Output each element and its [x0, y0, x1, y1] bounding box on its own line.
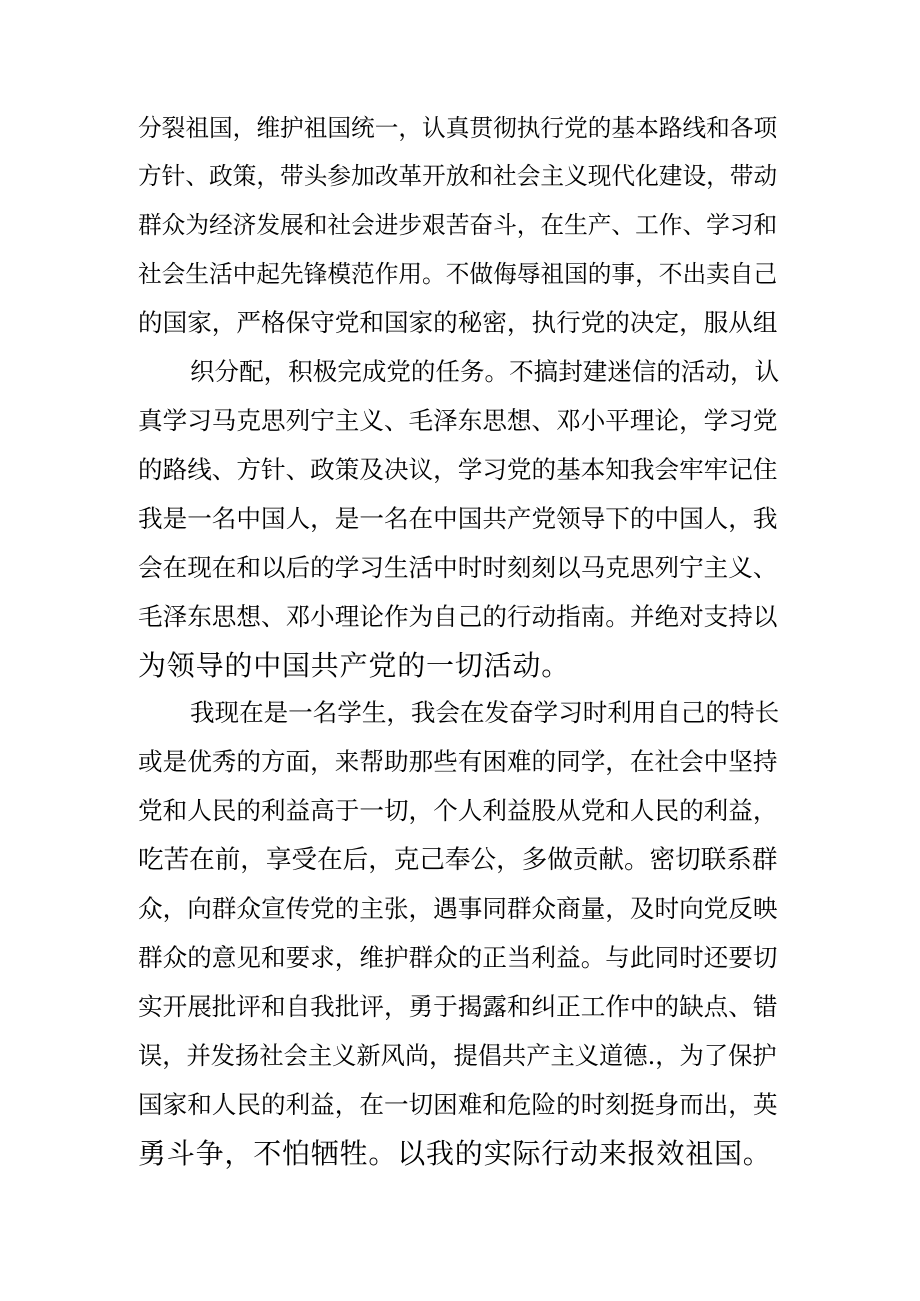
text-line: 分裂祖国，维护祖国统一，认真贯彻执行党的基本路线和各项: [138, 114, 778, 142]
text-line: 社会生活中起先锋模范作用。不做侮辱祖国的事，不出卖自己: [138, 260, 778, 288]
text-line: 国家和人民的利益，在一切困难和危险的时刻挺身而出，英: [138, 1090, 778, 1119]
text-line: 为领导的中国共产党的一切活动。: [138, 649, 571, 682]
text-line: 勇斗争，不怕牺牲。以我的实际行动来报效祖国。: [138, 1137, 772, 1170]
text-line: 织分配，积极完成党的任务。不搞封建迷信的活动，认: [190, 357, 780, 386]
text-line: 党和人民的利益高于一切，个人利益股从党和人民的利益，: [138, 796, 778, 825]
text-line: 群众的意见和要求，维护群众的正当利益。与此同时还要切: [138, 943, 778, 972]
text-line: 毛泽东思想、邓小理论作为自己的行动指南。并绝对支持以: [138, 602, 778, 631]
text-line: 方针、政策，带头参加改革开放和社会主义现代化建设，带动: [138, 162, 778, 190]
text-line: 或是优秀的方面，来帮助那些有困难的同学，在社会中坚持: [138, 747, 778, 776]
text-line: 误，并发扬社会主义新风尚，提倡共产主义道德.，为了保护: [138, 1041, 777, 1070]
text-line: 会在现在和以后的学习生活中时时刻刻以马克思列宁主义、: [138, 553, 778, 582]
text-line: 我是一名中国人，是一名在中国共产党领导下的中国人，我: [138, 504, 778, 533]
text-line: 我现在是一名学生，我会在发奋学习时利用自己的特长: [190, 698, 780, 727]
text-line: 实开展批评和自我批评，勇于揭露和纠正工作中的缺点、错: [138, 992, 778, 1021]
text-line: 吃苦在前，享受在后，克己奉公，多做贡献。密切联系群: [138, 845, 778, 875]
text-line: 群众为经济发展和社会进步艰苦奋斗，在生产、工作、学习和: [138, 211, 778, 239]
text-line: 的国家，严格保守党和国家的秘密，执行党的决定，服从组: [138, 308, 778, 337]
text-line: 真学习马克思列宁主义、毛泽东思想、邓小平理论，学习党: [138, 406, 778, 435]
text-line: 众，向群众宣传党的主张，遇事同群众商量，及时向党反映: [138, 894, 778, 923]
text-line: 的路线、方针、政策及决议，学习党的基本知我会牢牢记住: [138, 455, 778, 484]
